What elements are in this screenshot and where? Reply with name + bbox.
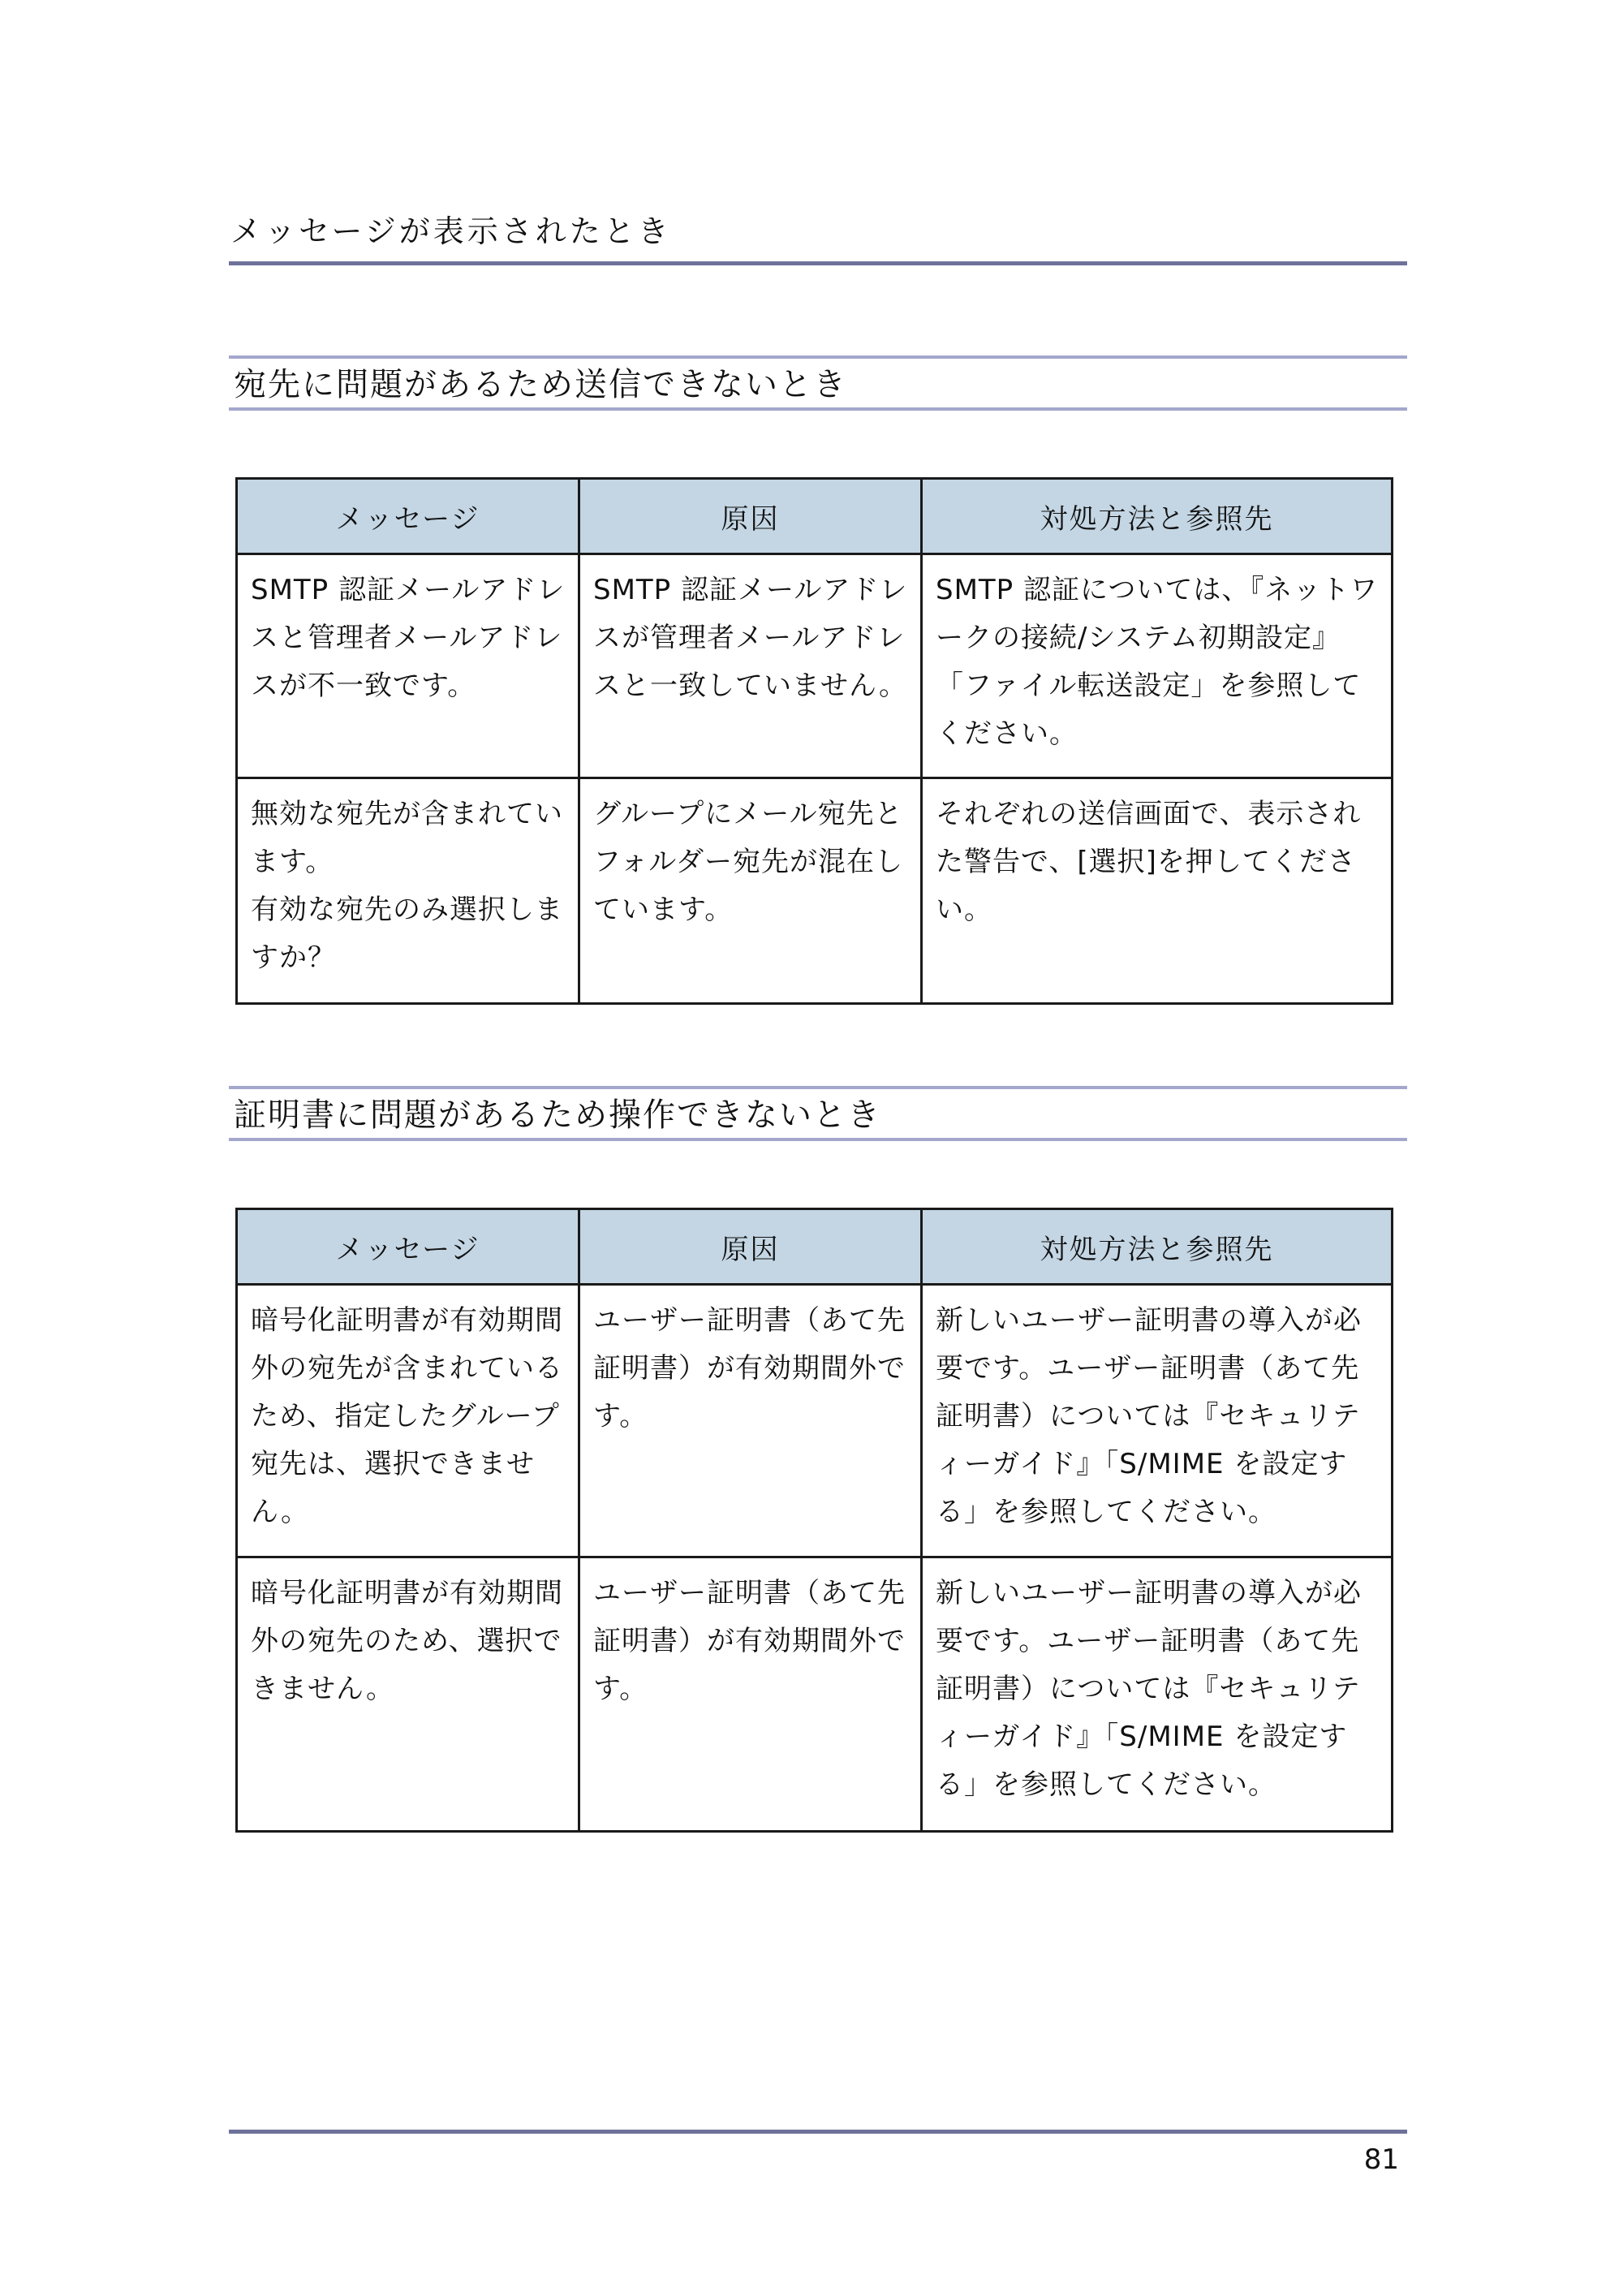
section-title-certificate <box>229 1086 1407 1141</box>
message-cell: 暗号化証明書が有効期間外の宛先のため、選択できません。 <box>237 1557 579 1832</box>
recipient-problem-table <box>235 477 1393 1005</box>
solution-cell: 新しいユーザー証明書の導入が必要です。ユーザー証明書（あて先証明書）については『セキュリティーガイド』「S/MIME を設定する」を参照してください。 <box>922 1285 1393 1557</box>
column-header-cause: 原因 <box>579 1209 922 1285</box>
table-header-row <box>237 479 1393 554</box>
solution-cell: 新しいユーザー証明書の導入が必要です。ユーザー証明書（あて先証明書）については『セキュリティーガイド』「S/MIME を設定する」を参照してください。 <box>922 1557 1393 1832</box>
section-title-text: 証明書に問題があるため操作できないとき <box>234 1096 881 1134</box>
column-header-solution: 対処方法と参照先 <box>922 1209 1393 1285</box>
cause-cell: グループにメール宛先とフォルダー宛先が混在しています。 <box>579 778 922 1004</box>
header-rule <box>229 261 1407 265</box>
table-row <box>237 1285 1393 1557</box>
cause-cell: SMTP 認証メールアドレスが管理者メールアドレスと一致していません。 <box>579 554 922 778</box>
cause-cell: ユーザー証明書（あて先証明書）が有効期間外です。 <box>579 1557 922 1832</box>
running-header: メッセージが表示されたとき <box>230 213 672 249</box>
cause-cell: ユーザー証明書（あて先証明書）が有効期間外です。 <box>579 1285 922 1557</box>
message-cell: 暗号化証明書が有効期間外の宛先が含まれているため、指定したグループ宛先は、選択できません。 <box>237 1285 579 1557</box>
table-row <box>237 554 1393 778</box>
page-number: 81 <box>1363 2143 1399 2176</box>
solution-cell: SMTP 認証については、『ネットワークの接続/システム初期設定』「ファイル転送設定」を参照してください。 <box>922 554 1393 778</box>
footer-rule <box>229 2130 1407 2134</box>
message-cell: 無効な宛先が含まれています。 有効な宛先のみ選択しますか？ <box>237 778 579 1004</box>
section-title-recipient <box>229 355 1407 411</box>
column-header-message: メッセージ <box>237 1209 579 1285</box>
column-header-cause: 原因 <box>579 479 922 554</box>
column-header-solution: 対処方法と参照先 <box>922 479 1393 554</box>
table-header-row <box>237 1209 1393 1285</box>
message-cell: SMTP 認証メールアドレスと管理者メールアドレスが不一致です。 <box>237 554 579 778</box>
column-header-message: メッセージ <box>237 479 579 554</box>
solution-cell: それぞれの送信画面で、表示された警告で、[選択]を押してください。 <box>922 778 1393 1004</box>
certificate-problem-table <box>235 1208 1393 1833</box>
table-row <box>237 778 1393 1004</box>
section-title-text: 宛先に問題があるため送信できないとき <box>234 366 847 403</box>
table-row <box>237 1557 1393 1832</box>
